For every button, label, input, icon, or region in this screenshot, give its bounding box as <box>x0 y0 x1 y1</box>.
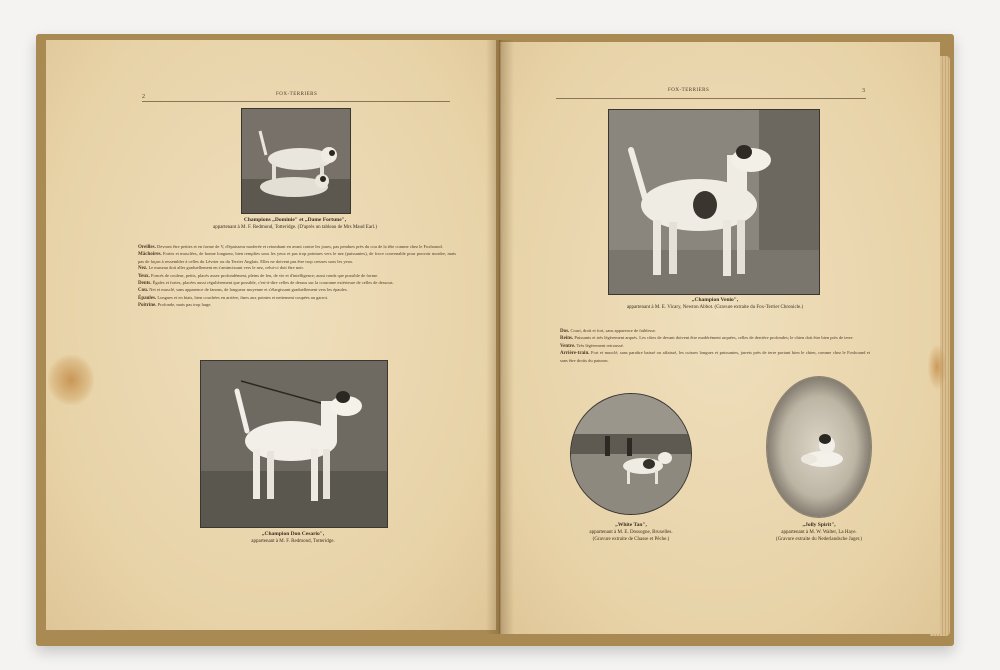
text-line: Arrière-train. Fort et musclé, sans paraître baissé ou affaissé, les cuisses longues et puissantes, jarrets près de terre portant bien le chien, comme chez le Foxhound et sans être droits du paturon. <box>560 350 871 363</box>
caption-white-tan <box>556 522 706 543</box>
photo-dominie-dame-fortune <box>241 108 351 214</box>
caption-top-left <box>180 217 410 231</box>
caption-white-tan-owner: appartenant à M. E. Dossogne, Bruxelles. <box>589 530 673 535</box>
text-line: Reins. Puissants et très légèrement arqués. Les côtes de devant doivent être modérément arquées, celles de derrière profondes; le chien doit être bien près de terre. <box>560 335 854 342</box>
text-line: Poitrine. Profonde, mais pas trop large. <box>138 302 212 309</box>
right-text-block <box>560 328 870 364</box>
text-line: Oreilles. Devront être petites et en forme de V, d'épaisseur moderée et retombant en avant contre les joues, pas pendues près du cou de la tête comme chez le Foxhound. <box>138 244 443 250</box>
caption-bottom-left <box>190 531 396 545</box>
photo-jolly-spirit <box>766 376 872 518</box>
caption-jolly-spirit-owner: appartenant à M. W. Walter, La Haye. <box>781 530 857 535</box>
caption-top-left-title: Champions „Dominie" et „Dame Fortune", <box>243 217 347 223</box>
text-line: Cou. Net et musclé, sans apparence de fanons, de longueur moyenne et s'élargissant graduellement vers les épaules. <box>138 287 348 294</box>
photo-white-tan <box>570 393 692 515</box>
left-running-head: FOX-TERRIERS <box>276 92 318 97</box>
caption-top-left-owner: appartenant à M. F. Redmond, Totteridge. (D'après un tableau de Mrs Maud Earl.) <box>212 225 378 230</box>
caption-top-right-title: „Champion Venio", <box>691 297 739 303</box>
text-line: Ventre. Très légèrement retroussé. <box>560 342 624 349</box>
caption-jolly-spirit-source: (Gravure extraite du Nederlandsche Jager.) <box>776 537 862 542</box>
text-line: Yeux. Foncés de couleur, petits, placés assez profondément, pleins de feu, de vie et d'intelligence; aussi ronds que possible de forme. <box>138 272 379 279</box>
right-page-number: 3 <box>862 88 865 94</box>
book-gutter <box>486 40 514 634</box>
caption-jolly-spirit <box>744 522 894 543</box>
caption-white-tan-source: (Gravure extraite de Chasse et Pêche.) <box>592 537 670 542</box>
caption-bottom-left-title: „Champion Don Cesario", <box>261 531 325 537</box>
text-line: Épaules. Longues et en biais, bien couchées en arrière, fines aux pointes et nettement coupées au garrot. <box>138 294 329 301</box>
caption-jolly-spirit-title: „Jolly Spirit", <box>802 522 836 528</box>
left-page-number: 2 <box>142 94 145 100</box>
caption-white-tan-title: „White Tan", <box>615 522 647 528</box>
water-stain-right <box>928 345 946 389</box>
caption-top-right <box>580 297 850 311</box>
right-header-rule <box>556 98 866 99</box>
text-line: Mâchoires. Fortes et musclées, de bonne longueur, bien remplies sous les yeux et pas trop pointues vers le nez (puissantes), de force convenable pour pouvoir mordre, mais pas de façon à ressembler à celles du Lévrier ou du Terrier Anglais. Elles ne doivent pas être trop creuses sous les yeux. <box>138 251 456 264</box>
photo-don-cesario <box>200 360 388 528</box>
text-line: Dents. Égales et fortes, placées aussi régulièrement que possible, c'est-à-dire celles de dessus sur la couronne extérieure de celles de dessous. <box>138 280 394 287</box>
caption-top-right-owner: appartenant à M. E. Vicary, Newton Abbot. (Gravure extraite du Fox-Terrier Chronicle.) <box>626 305 804 310</box>
caption-bottom-left-owner: appartenant à M. F. Redmond, Totteridge. <box>251 539 335 544</box>
water-stain <box>48 355 94 405</box>
text-line: Nez. Le museau doit aller graduellement en s'amincissant vers le nez, celui-ci doit être noir. <box>138 265 304 272</box>
left-header-rule <box>142 101 450 102</box>
right-running-head: FOX-TERRIERS <box>668 88 710 93</box>
left-text-block <box>138 244 456 310</box>
photo-champion-venio <box>608 109 820 295</box>
text-line: Dos. Court, droit et fort, sans apparence de faiblesse. <box>560 328 657 334</box>
